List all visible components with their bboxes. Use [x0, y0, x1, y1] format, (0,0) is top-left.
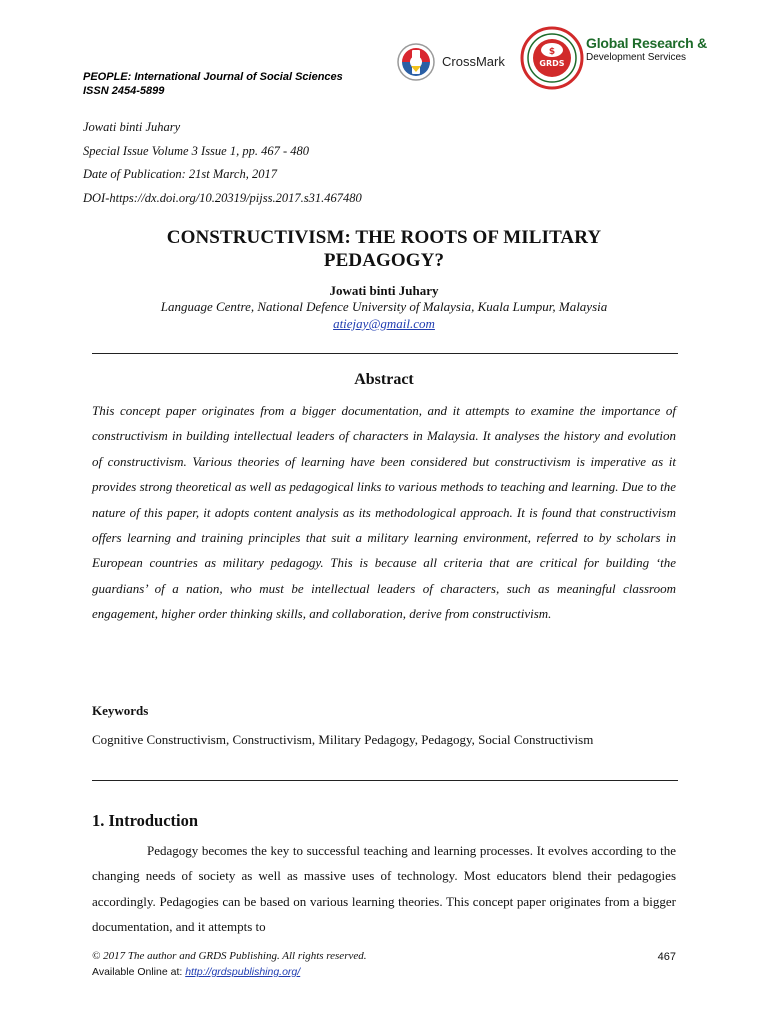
paper-affiliation: Language Centre, National Defence University of Malaysia, Kuala Lumpur, Malaysia	[160, 299, 608, 314]
publisher-logo	[520, 26, 720, 90]
meta-author: Jowati binti Juhary	[83, 120, 181, 134]
author-email-row	[90, 316, 678, 332]
crossmark-icon	[396, 42, 436, 82]
meta-doi[interactable]: DOI-https://dx.doi.org/10.20319/pijss.2017.s31.467480	[83, 190, 362, 205]
abstract-text: This concept paper originates from a bigger documentation, and it attempts to examine the importance of constructivism in building intellectual leaders of characters in Malaysia. It analyses the history and evolution of constructivism. Various theories of learning have been considered but constructivism is imperative as it provides strong theoretical as well as pedagogical links to various methods to teaching and learning. Due to the nature of this paper, it adopts content analysis as its methodological approach. It is found that constructivism offers learning and training principles that suit a military learning environment, referred to by scholars in European countries as military pedagogy. This is because all criteria that are critical for building ‘the guardians’ of a nation, who must be intellectual leaders of characters, such as meaningful classroom engagement, higher order thinking skills, and collaboration, derive from constructivism.	[92, 403, 676, 622]
title-line-1: CONSTRUCTIVISM: THE ROOTS OF MILITARY	[166, 227, 602, 248]
journal-name: PEOPLE: International Journal of Social Sciences	[83, 71, 343, 83]
crossmark-label: CrossMark	[442, 54, 505, 69]
journal-header	[83, 70, 343, 98]
publisher-name: Global Research &	[586, 35, 708, 51]
footer-available	[92, 966, 300, 978]
journal-issn: ISSN 2454-5899	[83, 85, 165, 97]
meta-issue: Special Issue Volume 3 Issue 1, pp. 467 - 480	[83, 143, 310, 158]
title-line-2: PEDAGOGY?	[323, 250, 445, 271]
meta-date: Date of Publication: 21st March, 2017	[83, 167, 277, 181]
paper-title	[90, 226, 678, 272]
publisher-subtitle: Development Services	[586, 52, 687, 63]
divider-top	[92, 353, 678, 354]
footer-copyright: © 2017 The author and GRDS Publishing. All rights reserved.	[92, 950, 367, 962]
introduction-text: Pedagogy becomes the key to successful teaching and learning processes. It evolves according to the changing needs of society as well as massive uses of technology. Most educators blend their pedagogies accordingly. Pedagogies can be based on various learning theories. This concept paper originates from a bigger documentation, and it attempts to	[92, 843, 676, 935]
paper-author: Jowati binti Juhary	[329, 283, 439, 298]
footer-available-label: Available Online at:	[92, 966, 186, 978]
crossmark-badge[interactable]	[396, 42, 518, 82]
introduction-heading: 1. Introduction	[92, 811, 199, 830]
divider-bottom	[92, 780, 678, 781]
footer-url-link[interactable]: http://grdspublishing.org/	[185, 966, 301, 978]
grds-seal-text: GRDS	[539, 59, 565, 68]
grds-seal-icon	[520, 26, 584, 90]
page-number: 467	[657, 951, 676, 963]
abstract-heading: Abstract	[354, 371, 414, 388]
keywords-heading: Keywords	[92, 703, 149, 718]
citation-block	[83, 116, 362, 210]
keywords-text: Cognitive Constructivism, Constructivism, Military Pedagogy, Pedagogy, Social Constructivism	[92, 732, 594, 747]
author-email-link[interactable]: atiejay@gmail.com	[333, 316, 435, 331]
grds-seal-symbol: $	[548, 47, 556, 57]
